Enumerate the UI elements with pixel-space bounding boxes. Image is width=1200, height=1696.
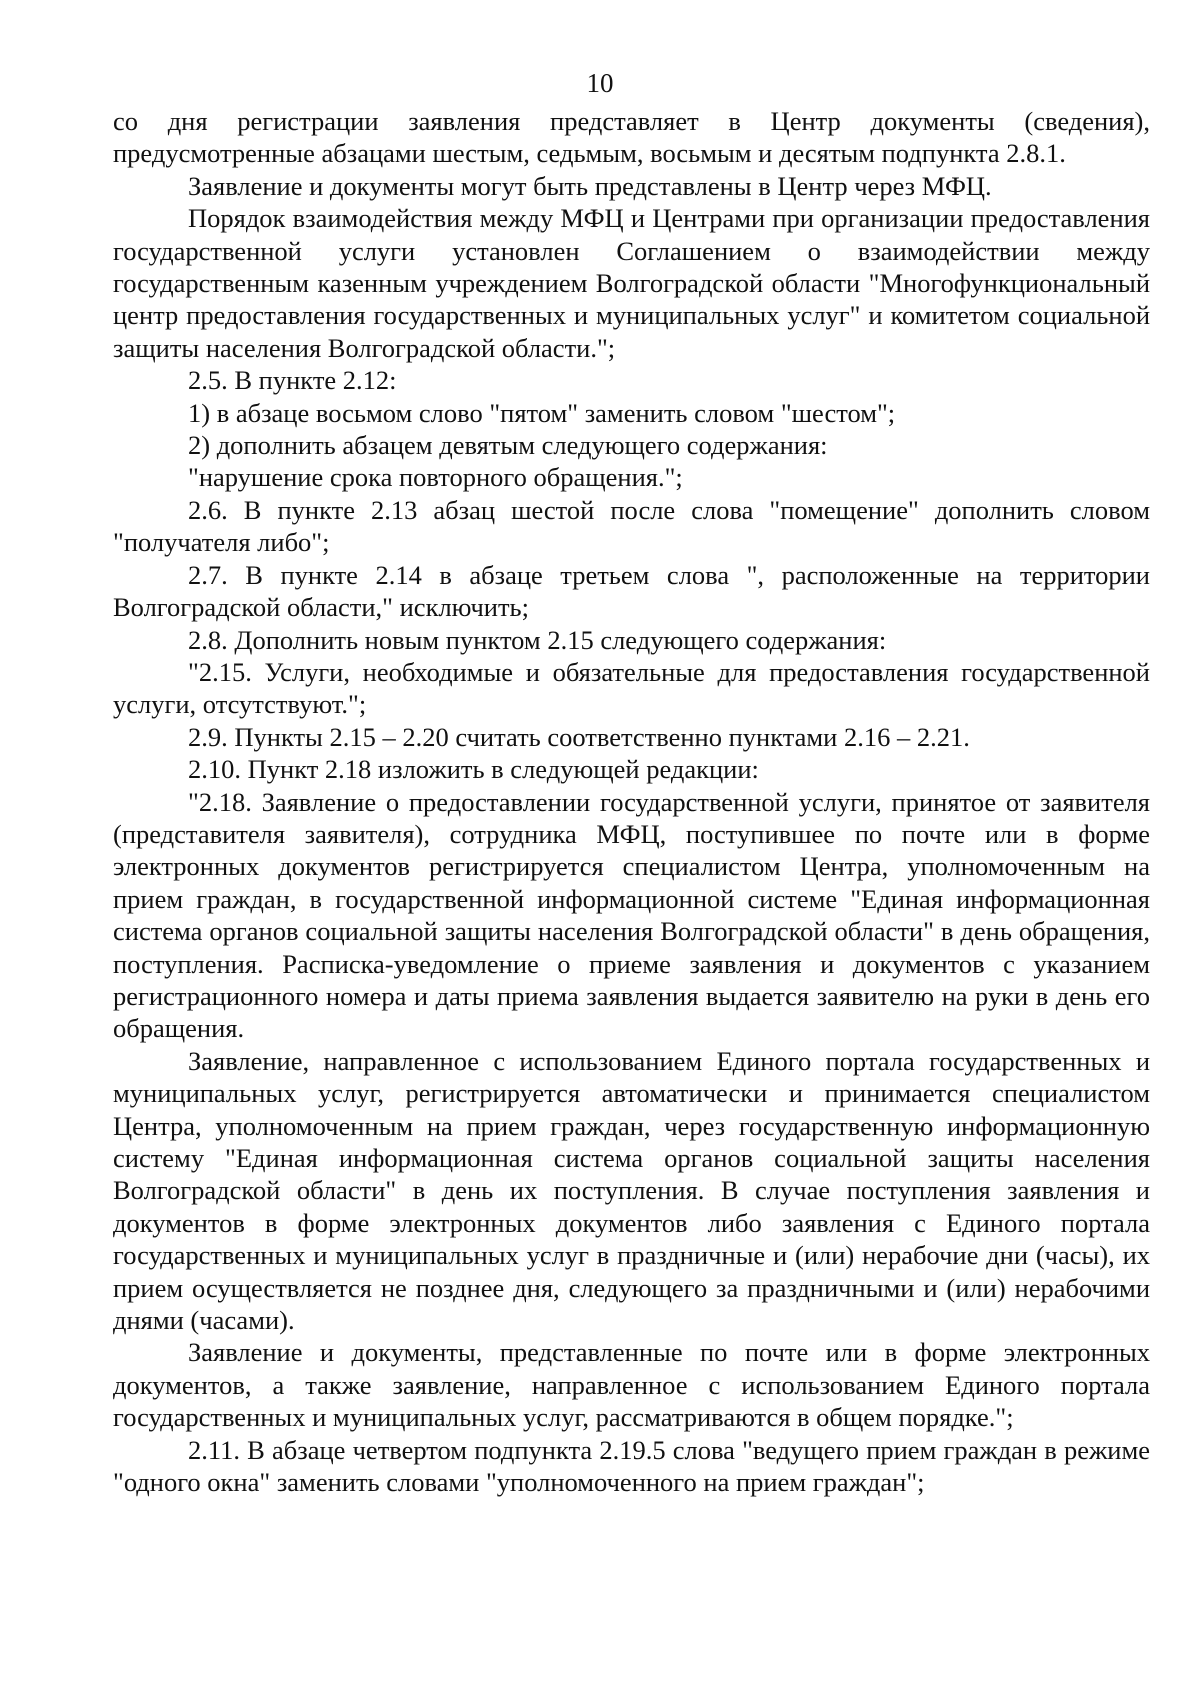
page-number: 10 xyxy=(586,68,614,98)
paragraph-continuation: со дня регистрации заявления представляет в Центр документы (сведения), предусмотренные абзацами шестым, седьмым, восьмым и десятым подпункта 2.8.1. xyxy=(113,106,1150,169)
paragraph-portal-registration: Заявление, направленное с использованием Единого портала государственных и муниципальных услуг, регистрируется автоматически и принимается специалистом Центра, уполномоченным на прием граждан, через государственную информационную систему "Единая информационная система органов социальной защиты населения Волгоградской области" в день их поступления. В случае поступления заявления и документов в форме электронных документов либо заявления с Единого портала государственных и муниципальных услуг в праздничные и (или) нерабочие дни (часы), их прием осуществляется не позднее дня, следующего за праздничными и (или) нерабочими днями (часами). xyxy=(113,1045,1150,1336)
document-body xyxy=(113,105,1150,1498)
paragraph-mfc-submission: Заявление и документы могут быть представлены в Центр через МФЦ. xyxy=(188,170,992,201)
paragraph-quoted-violation: "нарушение срока повторного обращения."; xyxy=(188,462,683,493)
paragraph-quoted-2-15: "2.15. Услуги, необходимые и обязательные для предоставления государственной услуги, отсутствуют."; xyxy=(113,656,1150,720)
paragraph-item-2-5-1: 1) в абзаце восьмом слово "пятом" заменить словом "шестом"; xyxy=(188,397,896,428)
paragraph-interaction-procedure: Порядок взаимодействия между МФЦ и Центрами при организации предоставления государственной услуги установлен Соглашением о взаимодействии между государственным казенным учреждением Волгоградской области "Многофункциональный центр предоставления государственных и муниципальных услуг" и комитетом социальной защиты населения Волгоградской области."; xyxy=(113,203,1150,363)
paragraph-item-2-9: 2.9. Пункты 2.15 – 2.20 считать соответственно пунктами 2.16 – 2.21. xyxy=(188,721,970,752)
paragraph-item-2-7: 2.7. В пункте 2.14 в абзаце третьем слова ", расположенные на территории Волгоградской области," исключить; xyxy=(113,559,1150,623)
paragraph-item-2-5-2: 2) дополнить абзацем девятым следующего содержания: xyxy=(188,430,828,461)
paragraph-item-2-8: 2.8. Дополнить новым пунктом 2.15 следующего содержания: xyxy=(188,624,887,655)
paragraph-item-2-5: 2.5. В пункте 2.12: xyxy=(188,365,397,396)
paragraph-item-2-10: 2.10. Пункт 2.18 изложить в следующей редакции: xyxy=(188,754,759,785)
paragraph-quoted-2-18: "2.18. Заявление о предоставлении государственной услуги, принятое от заявителя (представителя заявителя), сотрудника МФЦ, поступившее по почте или в форме электронных документов регистрируется специалистом Центра, уполномоченным на прием граждан, в государственной информационной системе "Единая информационная система органов социальной защиты населения Волгоградской области" в день обращения, поступления. Расписка-уведомление о приеме заявления и документов с указанием регистрационного номера и даты приема заявления выдается заявителю на руки в день его обращения. xyxy=(113,786,1150,1044)
paragraph-item-2-11: 2.11. В абзаце четвертом подпункта 2.19.5 слова "ведущего прием граждан в режиме "одного окна" заменить словами "уполномоченного на прием граждан"; xyxy=(113,1434,1150,1498)
paragraph-general-procedure: Заявление и документы, представленные по почте или в форме электронных документов, а также заявление, направленное с использованием Единого портала государственных и муниципальных услуг, рассматриваются в общем порядке."; xyxy=(113,1337,1150,1433)
paragraph-item-2-6: 2.6. В пункте 2.13 абзац шестой после слова "помещение" дополнить словом "получателя либо"; xyxy=(113,494,1150,558)
